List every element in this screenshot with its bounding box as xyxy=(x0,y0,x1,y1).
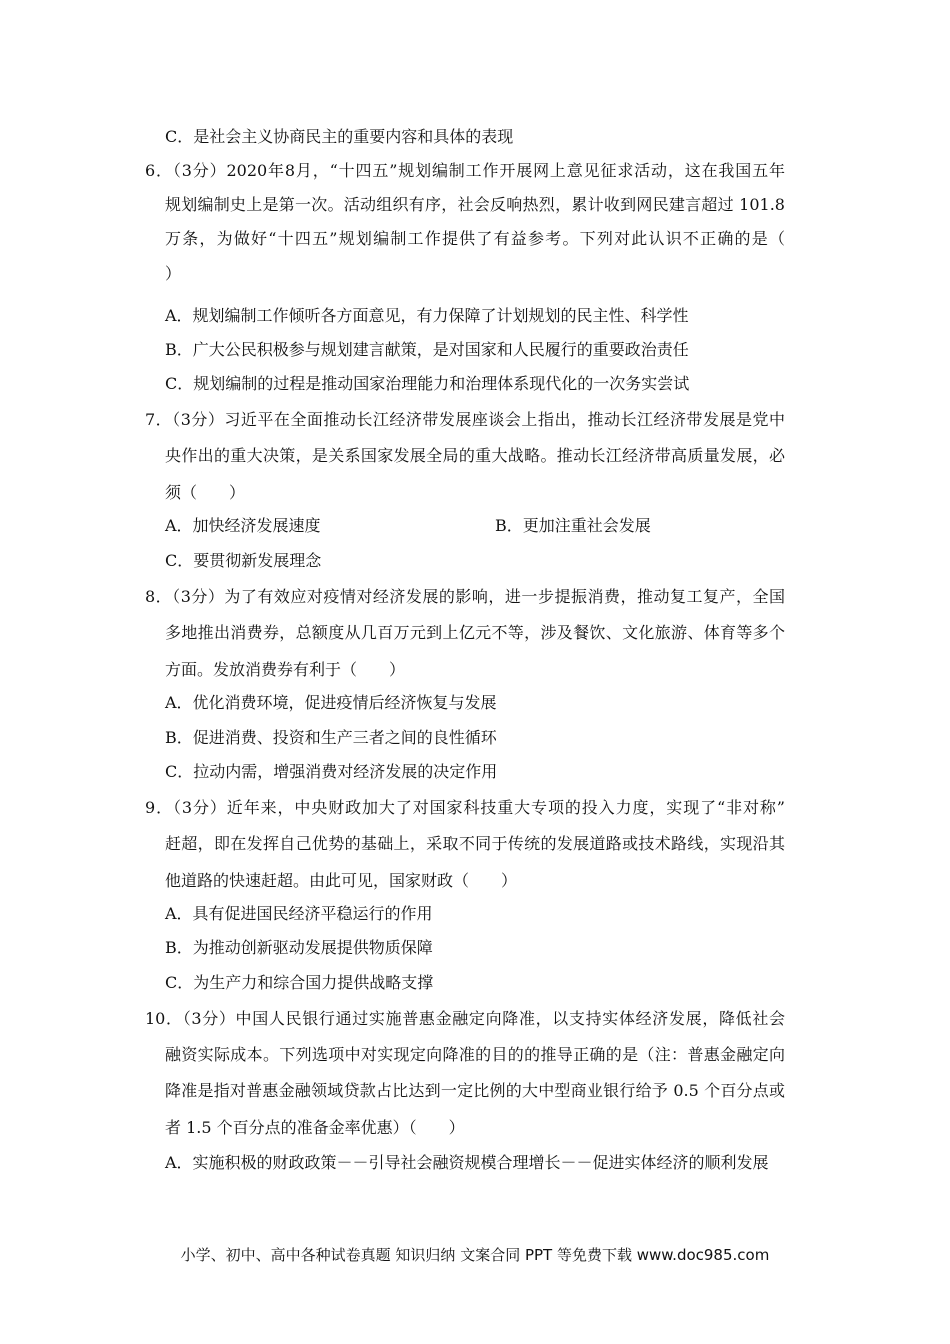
option-line: C．是社会主义协商民主的重要内容和具体的表现 xyxy=(165,127,514,146)
question-line: 8．（3分）为了有效应对疫情对经济发展的影响，进一步提振消费，推动复工复产，全国 xyxy=(145,587,785,606)
question-line: 者 1.5 个百分点的准备金率优惠）（ ） xyxy=(165,1118,465,1137)
option-b: B．促进消费、投资和生产三者之间的良性循环 xyxy=(165,728,497,747)
question-line: ） xyxy=(165,264,182,283)
option-a: A．具有促进国民经济平稳运行的作用 xyxy=(165,904,433,923)
question-line: 规划编制史上是第一次。活动组织有序，社会反响热烈，累计收到网民建言超过 101.8 xyxy=(165,195,785,214)
question-line: 融资实际成本。下列选项中对实现定向降准的目的的推导正确的是（注：普惠金融定向 xyxy=(165,1045,785,1064)
option-a: A．优化消费环境，促进疫情后经济恢复与发展 xyxy=(165,693,497,712)
question-line: 他道路的快速赶超。由此可见，国家财政（ ） xyxy=(165,871,518,890)
option-b: B．广大公民积极参与规划建言献策，是对国家和人民履行的重要政治责任 xyxy=(165,340,689,359)
option-a: A．实施积极的财政政策－－引导社会融资规模合理增长－－促进实体经济的顺利发展 xyxy=(165,1153,769,1172)
question-line: 9．（3分）近年来，中央财政加大了对国家科技重大专项的投入力度，实现了“非对称” xyxy=(145,798,785,817)
question-line: 赶超，即在发挥自己优势的基础上，采取不同于传统的发展道路或技术路线，实现沿其 xyxy=(165,834,785,853)
option-b: B．为推动创新驱动发展提供物质保障 xyxy=(165,938,433,957)
option-c: C．要贯彻新发展理念 xyxy=(165,551,322,570)
page-footer: 小学、初中、高中各种试卷真题 知识归纳 文案合同 PPT 等免费下载 www.doc985.com xyxy=(180,1246,770,1264)
question-line: 万条，为做好“十四五”规划编制工作提供了有益参考。下列对此认识不正确的是（ xyxy=(165,229,785,248)
option-a: A．加快经济发展速度 xyxy=(165,516,321,535)
question-line: 央作出的重大决策，是关系国家发展全局的重大战略。推动长江经济带高质量发展，必 xyxy=(165,446,785,465)
option-b: B．更加注重社会发展 xyxy=(495,516,651,535)
option-c: C．拉动内需，增强消费对经济发展的决定作用 xyxy=(165,762,498,781)
question-line: 多地推出消费券，总额度从几百万元到上亿元不等，涉及餐饮、文化旅游、体育等多个 xyxy=(165,623,785,642)
question-line: 须（ ） xyxy=(165,483,246,502)
question-line: 7．（3分）习近平在全面推动长江经济带发展座谈会上指出，推动长江经济带发展是党中 xyxy=(145,410,785,429)
question-line: 6．（3分）2020年8月，“十四五”规划编制工作开展网上意见征求活动，这在我国五年 xyxy=(145,161,785,180)
question-line: 降准是指对普惠金融领域贷款占比达到一定比例的大中型商业银行给予 0.5 个百分点或 xyxy=(165,1081,785,1100)
question-line: 方面。发放消费券有利于（ ） xyxy=(165,660,406,679)
option-c: C．为生产力和综合国力提供战略支撑 xyxy=(165,973,434,992)
question-line: 10．（3分）中国人民银行通过实施普惠金融定向降准，以支持实体经济发展，降低社会 xyxy=(145,1009,785,1028)
option-c: C．规划编制的过程是推动国家治理能力和治理体系现代化的一次务实尝试 xyxy=(165,374,690,393)
option-a: A．规划编制工作倾听各方面意见，有力保障了计划规划的民主性、科学性 xyxy=(165,306,689,325)
